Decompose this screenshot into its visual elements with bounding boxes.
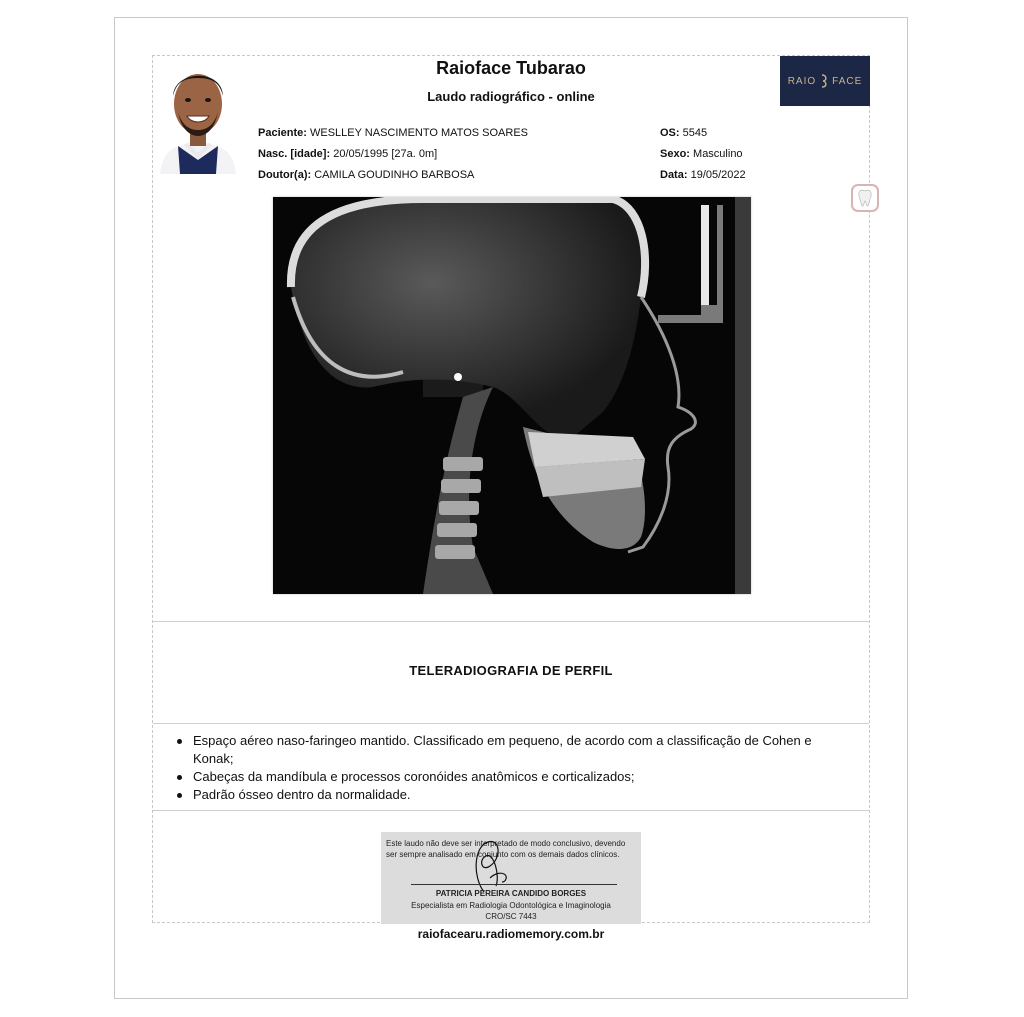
tooth-button[interactable] bbox=[851, 184, 879, 212]
radiologist-cro: CRO/SC 7443 bbox=[485, 912, 537, 921]
logo-text-right: FACE bbox=[832, 75, 863, 87]
signature-disclaimer: Este laudo não deve ser interpretado de modo conclusivo, devendo ser sempre analisado em conjunto com os demais dados clínicos. bbox=[386, 839, 626, 859]
logo-mark-icon bbox=[819, 74, 829, 88]
finding-item: Cabeças da mandíbula e processos coronóides anatômicos e corticalizados; bbox=[174, 768, 834, 786]
finding-item: Padrão ósseo dentro da normalidade. bbox=[174, 786, 834, 804]
doctor-name: CAMILA GOUDINHO BARBOSA bbox=[314, 169, 475, 181]
signature-line bbox=[411, 884, 617, 885]
handwritten-signature bbox=[466, 836, 516, 896]
os-label: OS: bbox=[660, 127, 680, 139]
radiologist-name: PATRICIA PEREIRA CANDIDO BORGES bbox=[435, 889, 587, 898]
patient-birth-label: Nasc. [idade]: bbox=[258, 148, 331, 160]
date-label: Data: bbox=[660, 169, 688, 181]
os-number: 5545 bbox=[682, 127, 708, 139]
tooth-icon bbox=[857, 189, 873, 207]
sex-row bbox=[660, 148, 743, 160]
clinic-name: Raioface Tubarao bbox=[436, 58, 586, 78]
radiologist-specialty: Especialista em Radiologia Odontológica e Imaginologia bbox=[411, 901, 611, 910]
divider bbox=[153, 723, 869, 724]
patient-birth-row bbox=[258, 148, 437, 160]
footer-url-link[interactable]: raiofacearu.radiomemory.com.br bbox=[417, 927, 605, 941]
cephalometric-xray bbox=[273, 197, 751, 594]
sex-label: Sexo: bbox=[660, 148, 690, 160]
exam-date: 19/05/2022 bbox=[690, 169, 746, 181]
patient-photo bbox=[156, 56, 240, 174]
date-row bbox=[660, 169, 746, 181]
report-subtitle: Laudo radiográfico - online bbox=[427, 89, 595, 104]
divider bbox=[153, 810, 869, 811]
patient-name-row bbox=[258, 127, 528, 139]
os-row bbox=[660, 127, 707, 139]
logo-text-left: RAIO bbox=[787, 75, 817, 87]
patient-name: WESLLEY NASCIMENTO MATOS SOARES bbox=[309, 127, 529, 139]
doctor-row bbox=[258, 169, 474, 181]
patient-name-label: Paciente: bbox=[258, 127, 307, 139]
patient-birth: 20/05/1995 [27a. 0m] bbox=[333, 148, 438, 160]
doctor-label: Doutor(a): bbox=[258, 169, 312, 181]
findings-list bbox=[174, 732, 834, 804]
divider bbox=[153, 621, 869, 622]
sex-value: Masculino bbox=[693, 148, 743, 160]
finding-item: Espaço aéreo naso-faringeo mantido. Classificado em pequeno, de acordo com a classificação de Cohen e Konak; bbox=[174, 732, 834, 768]
exam-title: TELERADIOGRAFIA DE PERFIL bbox=[409, 663, 613, 678]
signature-stamp bbox=[381, 832, 641, 924]
clinic-logo bbox=[780, 56, 870, 106]
